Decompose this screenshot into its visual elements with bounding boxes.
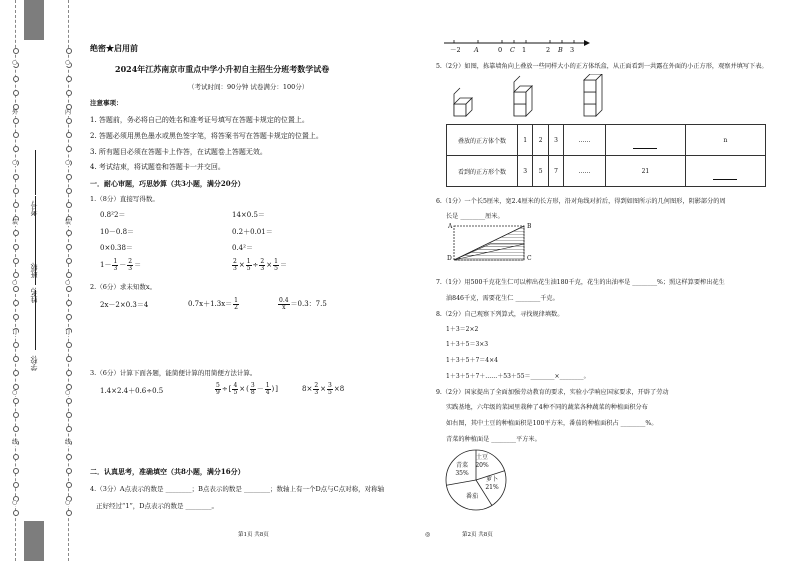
question-4-line-2: 正好经过“1”，D点表示的数是 ________。 <box>96 502 219 510</box>
number-line <box>440 36 600 58</box>
q5-row2-cell: …… <box>564 156 606 187</box>
page-1-footer: 第1页 共8页 <box>238 532 269 538</box>
exam-subtitle: （考试时间：90分钟 试卷满分：100分） <box>188 83 309 91</box>
binding-hole <box>66 454 72 460</box>
q3-expression-3: 8× $\frac{2}{3}$ × $\frac{3}{5}$ ×8 <box>302 382 345 396</box>
note-1: 1. 答题前，务必将自己的姓名和准考证号填写在答题卡规定的位置上。 <box>90 116 309 124</box>
binding-hole <box>13 426 19 432</box>
q1-item-1: 0.8²2＝ <box>100 211 126 219</box>
inner-seal-char: ○ <box>65 159 71 166</box>
q5-table <box>446 124 766 187</box>
note-3: 3. 所有题目必须在答题卡上作答，在试题卷上答题无效。 <box>90 148 267 156</box>
fig-label-b: B <box>527 223 532 230</box>
binding-hole <box>66 468 72 474</box>
binding-hole <box>13 342 19 348</box>
binding-hole <box>13 468 19 474</box>
school-label: 学校: <box>30 355 38 372</box>
binding-hole <box>66 188 72 194</box>
pie-label-tomato: 番茄 <box>466 493 479 500</box>
q3-expression-1: 1.4×2.4＋0.6÷0.5 <box>100 387 164 395</box>
outer-seal-char: 线 <box>12 439 19 446</box>
binding-hole <box>66 244 72 250</box>
binding-hole <box>13 398 19 404</box>
binding-hole <box>66 258 72 264</box>
inner-seal-char: ○ <box>65 499 71 506</box>
pie-label-greens: 青菜 35% <box>455 462 469 477</box>
q1-item-5: 0×0.38＝ <box>100 244 133 252</box>
q8-line-1: 1＋3＝2×2 <box>446 326 479 333</box>
number-line-label: －2 <box>450 46 461 54</box>
q5-row2-cell: 3 <box>518 156 533 187</box>
binding-hole <box>66 482 72 488</box>
binding-hole <box>66 76 72 82</box>
note-2: 2. 答题必须用黑色墨水或黑色签字笔，将答案书写在答题卡规定的位置上。 <box>90 132 323 140</box>
question-9-line-4: 青菜的种植面是 ________平方米。 <box>446 436 541 443</box>
q8-line-4: 1＋3＋5＋7＋……＋53＋55＝________×________。 <box>446 373 590 380</box>
exam-title: 2024年江苏南京市重点中学小升初自主招生分班考数学试卷 <box>115 64 330 74</box>
section-1-heading: 一．耐心审题，巧思妙算（共3小题，满分20分） <box>90 179 245 188</box>
number-line-label: C <box>510 46 515 54</box>
binding-strip-top <box>24 0 44 40</box>
binding-hole <box>13 90 19 96</box>
pie-label-potato: 土豆 20% <box>475 454 489 469</box>
number-line-label: 3 <box>570 46 575 54</box>
q3-expression-2: $\frac{5}{9}$ ÷ [ $\frac{4}{5}$ × ( $\frac{3}{8}$ － $\frac{1}{4}$ ) ] <box>216 382 278 396</box>
q5-row1-cell: 2 <box>533 125 548 156</box>
binding-hole <box>66 90 72 96</box>
q5-row1-cell: n <box>685 125 765 156</box>
q1-item-8: $\frac{2}{3}$ × $\frac{1}{5}$ ÷ $\frac{2}{3}$ × $\frac{1}{5}$ ＝ <box>233 258 287 272</box>
exam-number-label: 考号: <box>30 200 38 217</box>
question-6-line-1: 6.（1分）一个长5厘米，宽2.4厘米的长方形，沿对角线对折后，得到如图所示的几何图形，阴影部分的周 <box>436 198 726 205</box>
binding-hole <box>66 510 72 516</box>
section-2-heading: 二．认真思考，准确填空（共8小题，满分16分） <box>90 467 245 476</box>
fig-label-a: A <box>448 223 453 230</box>
class-label: 班级: <box>30 262 38 279</box>
fig-label-c: C <box>527 255 532 262</box>
binding-hole <box>13 48 19 54</box>
binding-hole <box>66 314 72 320</box>
question-3: 3.（6分）计算下面各题，能简便计算的用简便方法计算。 <box>90 369 257 377</box>
number-line-label: 1 <box>522 46 527 54</box>
binding-hole <box>13 258 19 264</box>
binding-hole <box>13 314 19 320</box>
fig-label-d: D <box>447 255 452 262</box>
binding-hole <box>66 398 72 404</box>
q5-row2-cell: 5 <box>533 156 548 187</box>
number-line-label: 0 <box>498 46 503 54</box>
number-line-label: B <box>558 46 563 54</box>
binding-hole <box>66 230 72 236</box>
binding-hole <box>66 202 72 208</box>
q5-row2-header: 看到的正方形个数 <box>447 156 518 187</box>
q8-line-2: 1＋3＋5＝3×3 <box>446 341 489 348</box>
question-7-line-1: 7.（1分）用500千克花生仁可以榨出花生油180千克，花生的出油率是 ________%；照这样算要榨出花生 <box>436 279 725 286</box>
q1-item-7: 1－ $\frac{1}{3}$ － $\frac{2}{3}$ ＝ <box>100 258 142 272</box>
outer-seal-char: 订 <box>12 329 19 336</box>
outer-seal-char: 装 <box>12 219 19 226</box>
binding-hole <box>13 454 19 460</box>
binding-hole <box>13 174 19 180</box>
binding-hole <box>13 146 19 152</box>
inner-seal-char: 内 <box>65 109 72 116</box>
q1-item-4: 0.2＋0.01＝ <box>232 228 273 236</box>
page-2-footer: 第2页 共8页 <box>462 532 493 538</box>
binding-hole <box>66 118 72 124</box>
binding-hole <box>13 188 19 194</box>
inner-seal-char: 订 <box>65 329 72 336</box>
binding-hole <box>66 132 72 138</box>
binding-hole <box>66 370 72 376</box>
outer-seal-char: ○ <box>12 159 18 166</box>
q2-equation-3: $\frac{0.4}{x}$ ＝0.3：7.5 <box>279 297 327 311</box>
binding-hole <box>13 132 19 138</box>
binding-hole <box>66 146 72 152</box>
inner-seal-char: 线 <box>65 439 72 446</box>
binding-hole <box>13 370 19 376</box>
binding-hole <box>66 356 72 362</box>
question-5: 5.（2分）如图，拣靠墙角向上叠放一些同样大小的正方体纸盒，从正面看到一共露在外面的小正方形，观察并填写下表。 <box>436 63 768 70</box>
question-1: 1.（8分）直接写得数。 <box>90 195 159 203</box>
outer-seal-char: ○ <box>12 279 18 286</box>
note-4: 4. 考试结束，将试题卷和答题卡一并交回。 <box>90 163 225 171</box>
outer-seal-char: 外 <box>12 109 19 116</box>
q2-equation-1: 2x－2×0.3＝4 <box>100 301 149 309</box>
binding-hole <box>13 412 19 418</box>
binding-strip-bottom <box>24 521 44 561</box>
q5-row2-blank <box>685 156 765 187</box>
outer-seal-char: ○ <box>12 59 18 66</box>
outer-seal-char: ○ <box>12 499 18 506</box>
question-9-line-2: 实践基地，六年级的菜园里栽种了4种不同的蔬菜各种蔬菜的种植面积分布 <box>446 404 648 411</box>
q1-item-3: 10－0.8＝ <box>100 228 135 236</box>
question-4-line-1: 4.（3分）A点表示的数是 ________；B点表示的数是 ________；数轴上有一个D点与C点对称，对称轴 <box>90 485 385 493</box>
number-line-label: A <box>474 46 479 54</box>
binding-hole <box>13 356 19 362</box>
folded-rectangle-figure <box>444 222 534 272</box>
binding-hole <box>66 342 72 348</box>
q1-item-6: 0.4²＝ <box>232 244 253 252</box>
inner-seal-char: 装 <box>65 219 72 226</box>
pie-label-radish: 萝卜 21% <box>485 476 499 491</box>
binding-hole <box>13 230 19 236</box>
q1-item-2: 14×0.5＝ <box>232 211 265 219</box>
q5-row1-header: 叠放的正方体个数 <box>447 125 518 156</box>
question-8: 8.（2分）自己观察下列算式，寻找规律填数。 <box>436 311 564 318</box>
q5-row1-cell: 3 <box>548 125 563 156</box>
binding-hole <box>13 76 19 82</box>
question-7-line-2: 油846千克，需要花生仁 ________千克。 <box>446 295 559 302</box>
center-mark: ◎ <box>425 531 431 538</box>
notes-heading: 注意事项： <box>90 99 123 107</box>
question-9-line-3: 如右图，其中土豆的种植面积是100平方米，番茄的种植面积占 ________%。 <box>446 420 658 427</box>
binding-hole <box>66 286 72 292</box>
q5-row1-cell: …… <box>564 125 606 156</box>
name-label: 姓名: <box>30 287 38 304</box>
binding-hole <box>66 426 72 432</box>
binding-hole <box>13 272 19 278</box>
question-2: 2.（6分）求未知数x。 <box>90 283 157 291</box>
q2-equation-2: 0.7x＋1.3x＝ $\frac{1}{2}$ <box>188 297 238 311</box>
exam-number-line <box>35 150 36 195</box>
q5-row1-cell: 1 <box>518 125 533 156</box>
q5-row2-cell: 21 <box>605 156 685 187</box>
binding-hole <box>13 118 19 124</box>
secret-label: 绝密★启用前 <box>90 43 138 53</box>
question-6-line-2: 长是 ________厘米。 <box>446 213 504 220</box>
inner-seal-char: ○ <box>65 389 71 396</box>
question-9-line-1: 9.（2分）国家提出了全面加强劳动教育的要求，实验小学响应国家要求，开辟了劳动 <box>436 389 669 396</box>
binding-hole <box>66 272 72 278</box>
inner-seal-char: ○ <box>65 279 71 286</box>
number-line-label: 2 <box>546 46 551 54</box>
inner-seal-char: ○ <box>65 59 71 66</box>
stacked-cubes-figure <box>450 74 620 120</box>
binding-hole <box>66 48 72 54</box>
binding-hole <box>13 202 19 208</box>
outer-seal-char: ○ <box>12 389 18 396</box>
binding-hole <box>66 174 72 180</box>
binding-hole <box>13 482 19 488</box>
q5-row1-blank <box>605 125 685 156</box>
binding-hole <box>13 244 19 250</box>
binding-hole <box>66 300 72 306</box>
binding-hole <box>66 412 72 418</box>
q8-line-3: 1＋3＋5＋7＝4×4 <box>446 357 498 364</box>
binding-hole <box>13 300 19 306</box>
binding-hole <box>13 510 19 516</box>
binding-hole <box>13 286 19 292</box>
q5-row2-cell: 7 <box>548 156 563 187</box>
